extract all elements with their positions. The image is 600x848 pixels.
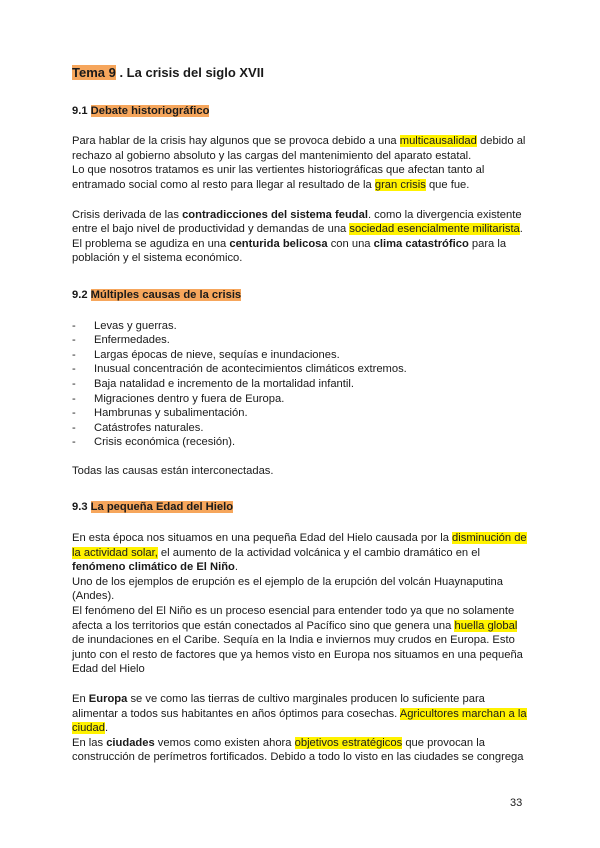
list-item: - Catástrofes naturales. (72, 421, 528, 436)
list-item: - Hambrunas y subalimentación. (72, 406, 528, 421)
section-number: 9.1 (72, 104, 91, 117)
section-heading-9-3 (72, 500, 528, 515)
list-item: - Crisis económica (recesión). (72, 435, 528, 450)
highlight: disminución de la actividad solar, (72, 532, 527, 559)
section-heading-9-1 (72, 104, 528, 119)
paragraph: Todas las causas están interconectadas. (72, 464, 274, 477)
title-number: Tema 9 (72, 65, 116, 80)
section-label: Múltiples causas de la crisis (90, 288, 242, 301)
highlight: gran crisis (374, 178, 426, 191)
title-text: . La crisis del siglo XVII (115, 65, 264, 80)
highlight: huella global (454, 619, 518, 632)
list-item: - Enfermedades. (72, 333, 528, 348)
list-item: - Levas y guerras. (72, 319, 528, 334)
list-item: - Largas épocas de nieve, sequías e inundaciones. (72, 348, 528, 363)
highlight: multicausalidad (399, 135, 477, 148)
paragraph: En Europa se ve como las tierras de cultivo marginales producen lo suficiente para alimentar a todos sus habitantes en años óptimos para cosechas. Agricultores marchan a la ciudad. (72, 693, 527, 735)
section-label: Debate historiográfico (90, 104, 210, 117)
highlight: sociedad esencialmente militarista (349, 223, 520, 236)
list-item: - Inusual concentración de acontecimientos climáticos extremos. (72, 362, 528, 377)
paragraph: En las ciudades vemos como existen ahora objetivos estratégicos que provocan la construcción de perímetros fortificados. Debido a todo lo visto en las ciudades se congrega (72, 736, 524, 764)
highlight: objetivos estratégicos (294, 736, 403, 749)
section-number: 9.3 (72, 501, 91, 514)
list-item: - Baja natalidad e incremento de la mortalidad infantil. (72, 377, 528, 392)
causes-list (72, 319, 528, 450)
document-page (72, 66, 528, 765)
paragraph: Uno de los ejemplos de erupción es el ejemplo de la erupción del volcán Huaynaputina (Andes). (72, 575, 503, 603)
highlight: Agricultores marchan a la ciudad (72, 707, 527, 735)
section-number: 9.2 (72, 288, 91, 301)
page-title (72, 66, 528, 81)
section-heading-9-2 (72, 288, 528, 303)
section-label: La pequeña Edad del Hielo (90, 501, 234, 514)
paragraph: En esta época nos situamos en una pequeña Edad del Hielo causada por la disminución de la actividad solar, el aumento de la actividad volcánica y el cambio dramático en el fenómeno climático de El Niño. (72, 532, 527, 574)
paragraph: Crisis derivada de las contradicciones del sistema feudal. como la divergencia existente entre el bajo nivel de productividad y demandas de una sociedad esencialmente militarista. El problema se agudiza en una centurida belicosa con una clima catastrófico para la población y el sistema económico. (72, 208, 523, 265)
paragraph: El fenómeno del El Niño es un proceso esencial para entender todo ya que no solamente afecta a los territorios que están conectados al Pacífico sino que genera una huella global de inundaciones en el Caribe. Sequía en la India e inviernos muy crudos en Europa. Esto junto con el resto de factores que ya hemos visto en Europa nos situamos en una pequeña Edad del Hielo (72, 605, 523, 676)
paragraph: Para hablar de la crisis hay algunos que se provoca debido a una multicausalidad debido al rechazo al gobierno absoluto y las cargas del mantenimiento del aparato estatal. Lo que nosotros tratamos es unir las vertientes historiográficas que afectan tanto al entramado social como al resto para llegar al resultado de la gran crisis que fue. (72, 135, 526, 191)
page-number: 33 (510, 797, 523, 809)
list-item: - Migraciones dentro y fuera de Europa. (72, 392, 528, 407)
